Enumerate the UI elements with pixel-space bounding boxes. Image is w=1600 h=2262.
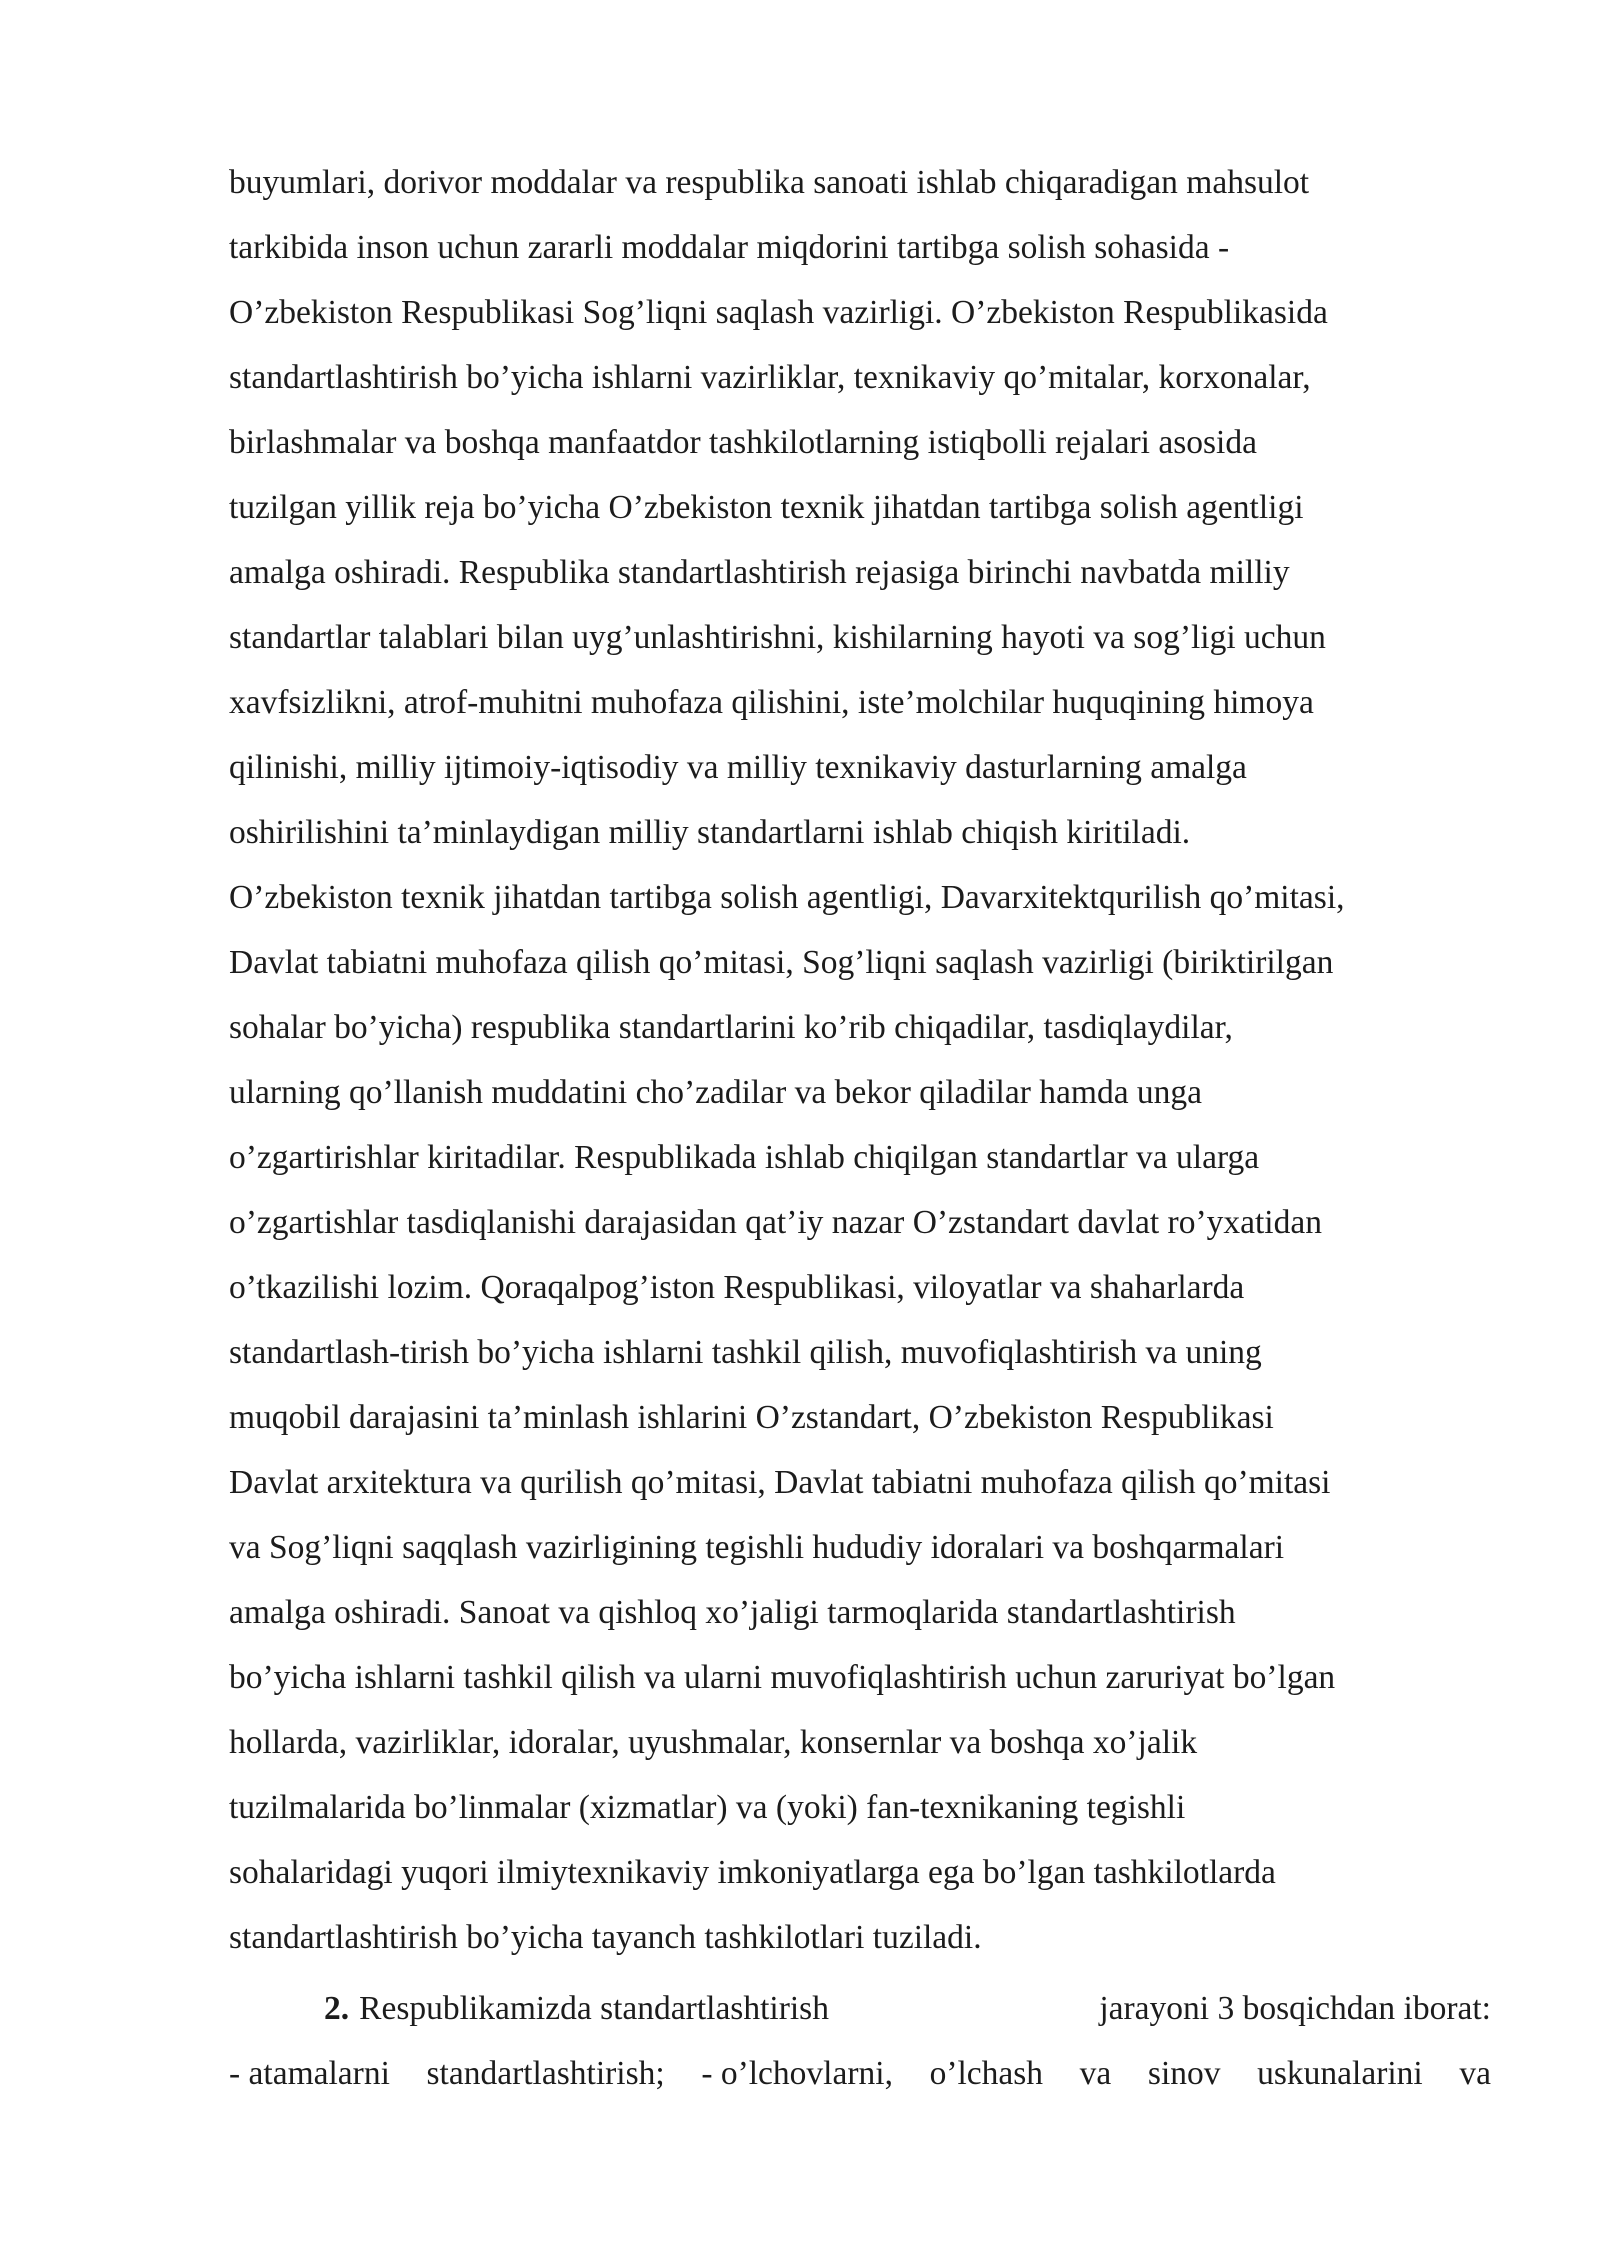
word: standartlashtirish; [426,2055,665,2092]
word: va [1079,2055,1112,2092]
word: o’lchash [929,2055,1044,2092]
text-line: Davlat tabiatni muhofaza qilish qo’mitasi, Sog’liqni saqlash vazirligi (biriktirilgan [229,944,1334,981]
text-line: va Sog’liqni saqqlash vazirligining tegishli hududiy idoralari va boshqarmalari [229,1529,1285,1566]
text-line: tuzilmalarida bo’linmalar (xizmatlar) va (yoki) fan-texnikaning tegishli [229,1789,1186,1826]
text-line: amalga oshiradi. Sanoat va qishloq xo’jaligi tarmoqlarida standartlashtirish [229,1594,1236,1631]
text-line: qilinishi, milliy ijtimoiy-iqtisodiy va milliy texnikaviy dasturlarning amalga [229,749,1247,786]
document-body [229,150,1491,2106]
paragraph-2-text-left: Respublikamizda standartlashtirish [359,1990,829,2027]
text-line: bo’yicha ishlarni tashkil qilish va ularni muvofiqlashtirish uchun zaruriyat bo’lgan [229,1659,1336,1696]
text-line: buyumlari, dorivor moddalar va respublika sanoati ishlab chiqaradigan mahsulot [229,164,1310,201]
text-line: tarkibida inson uchun zararli moddalar miqdorini tartibga solish sohasida - [229,229,1230,266]
text-line: tuzilgan yillik reja bo’yicha O’zbekiston texnik jihatdan tartibga solish agentligi [229,489,1304,526]
text-line: Davlat arxitektura va qurilish qo’mitasi, Davlat tabiatni muhofaza qilish qo’mitasi [229,1464,1331,1501]
word: - o’lchovlarni, [701,2055,893,2092]
text-line: oshirilishini ta’minlaydigan milliy standartlarni ishlab chiqish kiritiladi. [229,814,1191,851]
text-line: birlashmalar va boshqa manfaatdor tashkilotlarning istiqbolli rejalari asosida [229,424,1257,461]
text-line: standartlashtirish bo’yicha tayanch tashkilotlari tuziladi. [229,1919,982,1956]
paragraph-2-first-line [229,1976,1491,2041]
text-line: hollarda, vazirliklar, idoralar, uyushmalar, konsernlar va boshqa xo’jalik [229,1724,1198,1761]
text-line: o’zgartishlar tasdiqlanishi darajasidan qat’iy nazar O’zstandart davlat ro’yxatidan [229,1204,1322,1241]
word: - atamalarni [229,2055,390,2092]
text-line: muqobil darajasini ta’minlash ishlarini O’zstandart, O’zbekiston Respublikasi [229,1399,1274,1436]
text-line: O’zbekiston texnik jihatdan tartibga solish agentligi, Davarxitektqurilish qo’mitasi, [229,879,1345,916]
text-line: xavfsizlikni, atrof-muhitni muhofaza qilishini, iste’molchilar huquqining himoya [229,684,1314,721]
text-line: sohalar bo’yicha) respublika standartlarini ko’rib chiqadilar, tasdiqlaydilar, [229,1009,1233,1046]
text-line: standartlashtirish bo’yicha ishlarni vazirliklar, texnikaviy qo’mitalar, korxonalar, [229,359,1311,396]
text-line: standartlar talablari bilan uyg’unlashtirishni, kishilarning hayoti va sog’ligi uchun [229,619,1326,656]
paragraph-2-text-right: jarayoni 3 bosqichdan iborat: [1099,1990,1491,2027]
paragraph-2-second-line [229,2041,1491,2106]
text-line: standartlash-tirish bo’yicha ishlarni tashkil qilish, muvofiqlashtirish va uning [229,1334,1262,1371]
word: sinov [1147,2055,1221,2092]
word: uskunalarini [1257,2055,1423,2092]
text-line: sohalaridagi yuqori ilmiytexnikaviy imkoniyatlarga ega bo’lgan tashkilotlarda [229,1854,1276,1891]
text-line: amalga oshiradi. Respublika standartlashtirish rejasiga birinchi navbatda milliy [229,554,1290,591]
paragraph-2 [229,1976,1491,2106]
paragraph-1 [229,150,1491,1970]
paragraph-number: 2. [324,1990,350,2027]
text-line: O’zbekiston Respublikasi Sog’liqni saqlash vazirligi. O’zbekiston Respublikasida [229,294,1328,331]
text-line: ularning qo’llanish muddatini cho’zadilar va bekor qiladilar hamda unga [229,1074,1203,1111]
word: va [1459,2055,1491,2092]
text-line: o’tkazilishi lozim. Qoraqalpog’iston Respublikasi, viloyatlar va shaharlarda [229,1269,1245,1306]
text-line: o’zgartirishlar kiritadilar. Respublikada ishlab chiqilgan standartlar va ularga [229,1139,1260,1176]
